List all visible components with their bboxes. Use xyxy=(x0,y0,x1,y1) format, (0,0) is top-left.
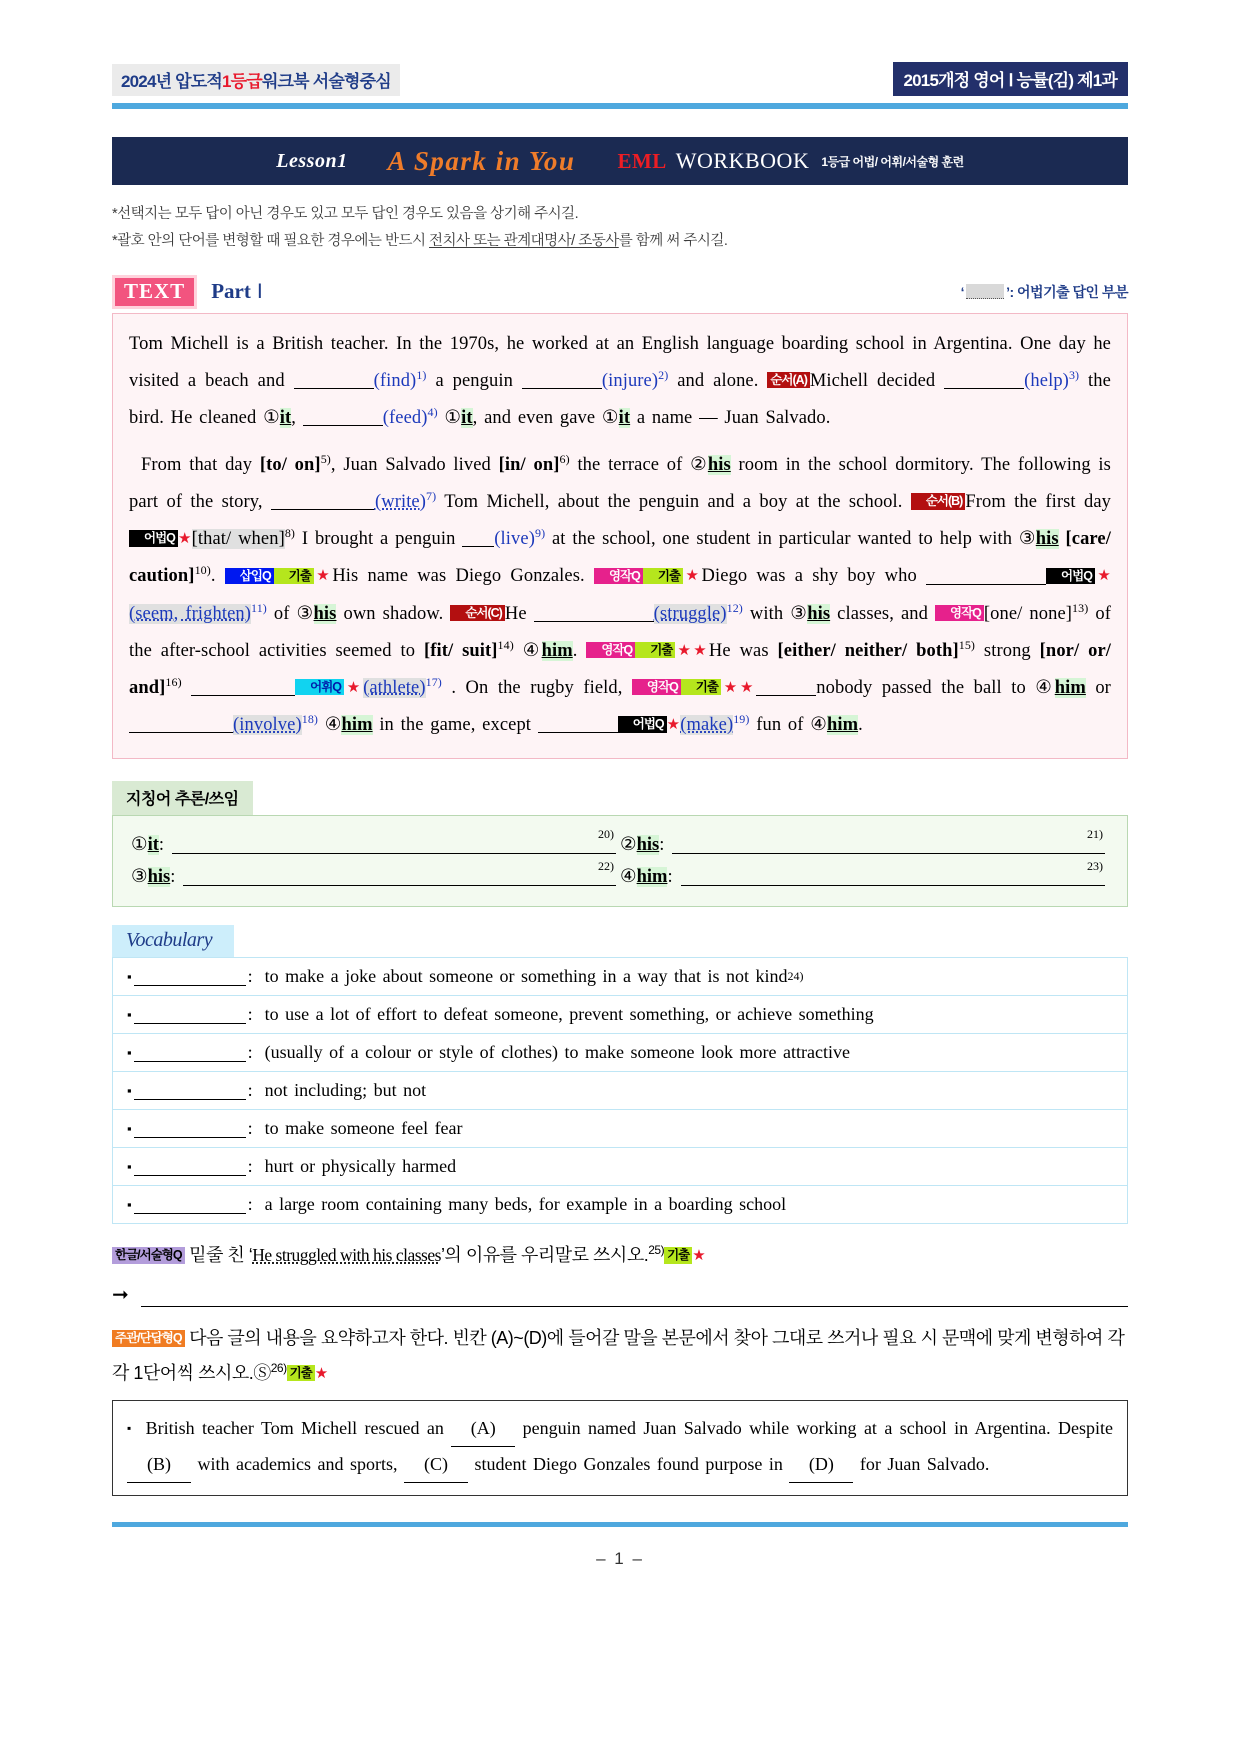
summary-blank-c[interactable]: (C) xyxy=(404,1447,468,1483)
tag-yeongjak-2: 영작Q xyxy=(935,605,984,621)
reference-row xyxy=(620,860,1109,892)
vocabulary-row: ▪ : to make someone feel fear xyxy=(113,1109,1127,1147)
summary-blank-b[interactable]: (B) xyxy=(127,1447,191,1483)
vocabulary-definition: to make a joke about someone or something in a way that is not kind xyxy=(264,966,788,987)
instruction-notes xyxy=(112,201,1128,255)
reference-key: ③his: xyxy=(131,867,176,888)
summary-box: ▪ British teacher Tom Michell rescued an (A) penguin named Juan Salvado while working at a school in Argentina. Despite (B) with academics and sports, (C) student Diego Gonzales found purpose in (D) for Juan Salvado. xyxy=(112,1400,1128,1496)
star-icon-3: ★ xyxy=(683,568,702,585)
vocabulary-definition: to use a lot of effort to defeat someone, prevent something, or achieve something xyxy=(264,1004,874,1025)
star-icon-9: ★ xyxy=(692,1247,706,1265)
reference-section xyxy=(112,781,1128,907)
pronoun-him-2: him xyxy=(1054,678,1086,699)
bullet-icon: ▪ xyxy=(127,1196,132,1212)
tag-gichul-4: 기출 xyxy=(681,679,721,695)
question-25-answer-row xyxy=(112,1282,1128,1307)
reference-row xyxy=(131,828,620,860)
reference-answer-blank[interactable]: 20) xyxy=(172,833,616,854)
vocabulary-table xyxy=(112,957,1128,1224)
bullet-icon: ▪ xyxy=(127,1120,132,1136)
vocabulary-section xyxy=(112,925,1128,1224)
reference-answer-box xyxy=(112,815,1128,907)
tag-gichul-3: 기출 xyxy=(635,642,675,658)
banner-subtitle: 1등급 어법/ 어휘/서술형 훈련 xyxy=(821,154,964,169)
bullet-icon: ▪ xyxy=(127,1006,132,1022)
choice-fit-suit: [fit/ suit] xyxy=(423,640,498,661)
pronoun-his-4: his xyxy=(807,603,831,624)
tag-eohwi: 어휘Q xyxy=(295,679,344,695)
vocabulary-word-blank[interactable] xyxy=(134,1158,246,1176)
question-25-quote: He struggled with his classes xyxy=(252,1245,441,1266)
reference-column-left xyxy=(131,828,620,892)
running-header-right: 2015개정 영어 Ⅰ 능률(김) 제1과 xyxy=(893,62,1129,96)
tag-hangul-seosul: 한글/서술형Q xyxy=(112,1247,185,1263)
blank-who[interactable] xyxy=(926,584,1046,585)
vocabulary-word-blank[interactable] xyxy=(134,968,246,986)
part-header xyxy=(112,275,1128,309)
question-26: 주관/단답형Q 다음 글의 내용을 요약하고자 한다. 빈칸 (A)~(D)에 들어갈 말을 본문에서 찾아 그대로 쓰거나 필요 시 문맥에 맞게 변형하여 각각 1단어씩 쓰시오.Ⓢ$^{26)}$ 기출 ★ xyxy=(112,1328,1125,1383)
pronoun-his-1: his xyxy=(707,455,731,476)
note-line-2: *괄호 안의 단어를 변형할 때 필요한 경우에는 반드시 전치사 또는 관계대명사/ 조동사를 함께 써 주시길. xyxy=(112,232,728,249)
star-icon-10: ★ xyxy=(314,1364,328,1382)
vocabulary-row: ▪ : to make a joke about someone or something in a way that is not kind 24) xyxy=(113,957,1127,995)
reference-answer-blank[interactable]: 21) xyxy=(672,833,1105,854)
reference-key: ①it: xyxy=(131,835,165,856)
choice-that-when: [that/ when] xyxy=(191,529,285,550)
star-icon-1: ★ xyxy=(177,531,192,548)
vocabulary-row: ▪ : (usually of a colour or style of clothes) to make someone look more attractive xyxy=(113,1033,1127,1071)
workbook-label: WORKBOOK xyxy=(675,148,810,173)
passage-paragraph-2: From that day [to/ on]$^{5)}$, Juan Salvado lived [in/ on]$^{6)}$ the terrace of ②his room in the school dormitory. The following is part of the story, (write)$^{7)}$ Tom Michell, about the penguin and a boy at the school. 순서(B) From the first day 어법Q ★[that/ when]$^{8)}$ I brought a penguin (live)$^{9)}$ at the school, one student in particular wanted to help with ③his [care/ caution]$^{10)}$. 삽입Q 기출 ★His name was Diego Gonzales. 영작Q 기출 ★Diego was a shy boy who 어법Q ★ (seem, frighten)$^{11)}$ of ③his own shadow. 순서(C) He (struggle)$^{12)}$ with ③his classes, and 영작Q [one/ none]$^{13)}$ of the after-school activities seemed to [fit/ suit]$^{14)}$ ④him. 영작Q 기출 ★★He was [either/ neither/ both]$^{15)}$ strong [nor/ or/ and]$^{16)}$ 어휘Q ★(athlete)$^{17)}$ . On the rugby field, 영작Q 기출 ★★ nobody passed the ball to ④him or (involve)$^{18)}$ ④him in the game, except 어법Q ★(make)$^{19)}$ fun of ④him. xyxy=(129,451,1112,736)
vocabulary-word-blank[interactable] xyxy=(134,1120,246,1138)
header-divider xyxy=(112,103,1128,109)
blank-injure[interactable] xyxy=(522,388,602,389)
vocabulary-word-blank[interactable] xyxy=(134,1006,246,1024)
bullet-icon: ▪ xyxy=(127,1158,132,1174)
vocabulary-row: ▪ : to use a lot of effort to defeat someone, prevent something, or achieve something xyxy=(113,995,1127,1033)
vocabulary-definition: a large room containing many beds, for example in a boarding school xyxy=(264,1194,787,1215)
tag-gichul-5: 기출 xyxy=(664,1247,692,1263)
reference-section-heading: 지칭어 추론/쓰임 xyxy=(112,781,253,815)
lesson-banner xyxy=(112,137,1128,185)
passage-paragraph-1: Tom Michell is a British teacher. In the 1970s, he worked at an English language boarding school in Argentina. One day he visited a beach and (find)$^{1)}$ a penguin (injure)$^{2)}$ and alone. 순서(A) Michell decided (help)$^{3)}$ the bird. He cleaned ①it, (feed)$^{4)}$ ①it, and even gave ①it a name ― Juan Salvado. xyxy=(129,333,1111,428)
pronoun-it-1: it xyxy=(279,407,292,428)
lesson-number: Lesson1 xyxy=(276,149,348,172)
reference-key: ②his: xyxy=(620,835,665,856)
question-25-answer-blank[interactable] xyxy=(141,1288,1128,1307)
vocabulary-row: ▪ : hurt or physically harmed xyxy=(113,1147,1127,1185)
star-icon-6: ★ xyxy=(344,680,364,697)
bullet-icon: ▪ xyxy=(127,1420,133,1435)
tag-yeongjak-3: 영작Q xyxy=(586,642,635,658)
blank-athlete[interactable] xyxy=(191,695,295,696)
star-icon-8: ★ xyxy=(666,717,681,734)
pronoun-him-3: him xyxy=(341,715,373,736)
page-number: ‒ 1 ‒ xyxy=(596,1549,644,1568)
pronoun-it-2: it xyxy=(461,407,473,428)
tag-yeongjak-1: 영작Q xyxy=(594,568,643,584)
summary-blank-d[interactable]: (D) xyxy=(789,1447,853,1483)
tag-sunseo-b: 순서(B) xyxy=(911,493,966,509)
reference-key: ④him: xyxy=(620,867,673,888)
legend: ‘ ’: 어법기출 답인 부분 xyxy=(960,283,1128,300)
vocabulary-word-blank[interactable] xyxy=(134,1044,246,1062)
bullet-icon: ▪ xyxy=(127,968,132,984)
tag-sunseo-c: 순서(C) xyxy=(450,605,505,621)
tag-eobeop-1: 어법Q xyxy=(129,530,178,546)
blank-live[interactable] xyxy=(462,546,494,547)
blank-write[interactable] xyxy=(271,509,375,510)
footer-divider xyxy=(112,1522,1128,1527)
vocabulary-definition: to make someone feel fear xyxy=(264,1118,463,1139)
tag-sunseo-a: 순서(A) xyxy=(767,372,810,388)
tag-jugwan-dandap: 주관/단답형Q xyxy=(112,1330,185,1346)
star-icon-5: ★★ xyxy=(675,642,709,659)
page-title: Part Ⅰ xyxy=(211,279,263,304)
bullet-icon: ▪ xyxy=(127,1082,132,1098)
tag-gichul-2: 기출 xyxy=(643,568,683,584)
vocabulary-definition: (usually of a colour or style of clothes) to make someone look more attractive xyxy=(264,1042,850,1063)
choice-nor-or-and: [nor/ or/ and] xyxy=(129,640,1112,699)
blank-struggle[interactable] xyxy=(534,621,654,622)
reference-row xyxy=(620,828,1109,860)
vocabulary-word-blank[interactable] xyxy=(134,1082,246,1100)
reference-column-right xyxy=(620,828,1109,892)
tag-sabip: 삽입Q xyxy=(225,568,274,584)
running-header-left: 2024년 압도적1등급워크북 서술형중심 xyxy=(112,64,400,96)
reference-grid xyxy=(131,828,1109,892)
text-tag: TEXT xyxy=(112,275,197,309)
reference-answer-blank[interactable]: 22) xyxy=(183,865,616,886)
note-line-1: *선택지는 모두 답이 아닌 경우도 있고 모두 답인 경우도 있음을 상기해 주시길. xyxy=(112,206,579,222)
tag-gichul-6: 기출 xyxy=(287,1365,315,1381)
tag-eobeop-3: 어법Q xyxy=(618,716,667,732)
star-icon-2: ★ xyxy=(313,568,333,585)
blank-nobody[interactable] xyxy=(756,695,816,696)
tag-yeongjak-4: 영작Q xyxy=(632,679,681,695)
summary-blank-a[interactable]: (A) xyxy=(451,1411,515,1447)
pronoun-his-2: his xyxy=(1035,529,1059,550)
arrow-icon: ➞ xyxy=(112,1284,129,1307)
vocabulary-heading: Vocabulary xyxy=(112,925,234,957)
blank-involve[interactable] xyxy=(129,732,233,733)
tag-eobeop-2: 어법Q xyxy=(1046,568,1095,584)
blank-help[interactable] xyxy=(944,388,1024,389)
vocabulary-definition: hurt or physically harmed xyxy=(264,1156,457,1177)
reference-row xyxy=(131,860,620,892)
passage-box xyxy=(112,313,1128,760)
legend-swatch xyxy=(966,284,1004,299)
blank-make[interactable] xyxy=(538,732,618,733)
blank-feed[interactable] xyxy=(303,425,383,426)
vocabulary-word-blank[interactable] xyxy=(134,1196,246,1214)
vocabulary-definition: not including; but not xyxy=(264,1080,427,1101)
choice-care-caution: [care/ caution] xyxy=(129,529,1111,587)
eml-logo: EML xyxy=(617,148,667,173)
bullet-icon: ▪ xyxy=(127,1044,132,1060)
vocabulary-row: ▪ : not including; but not xyxy=(113,1071,1127,1109)
star-icon-7: ★★ xyxy=(720,680,757,697)
pronoun-his-3: his xyxy=(313,603,337,624)
tag-gichul-1: 기출 xyxy=(274,568,314,584)
star-icon-4: ★ xyxy=(1094,568,1111,585)
choice-in-on: [in/ on] xyxy=(498,455,560,476)
running-header xyxy=(112,0,1128,96)
pronoun-him-1: him xyxy=(541,640,573,661)
blank-find[interactable] xyxy=(294,388,374,389)
reference-answer-blank[interactable]: 23) xyxy=(681,865,1105,886)
pronoun-it-3: it xyxy=(618,407,631,428)
lesson-title: A Spark in You xyxy=(387,145,576,176)
question-25: 한글/서술형Q 밑줄 친 ‘He struggled with his classes’의 이유를 우리말로 쓰시오.$^{25)}$ 기출 ★ xyxy=(112,1238,1128,1272)
choice-either-neither-both: [either/ neither/ both] xyxy=(777,640,959,661)
pronoun-him-4: him xyxy=(826,715,859,736)
vocabulary-row: ▪ : a large room containing many beds, for example in a boarding school xyxy=(113,1185,1127,1223)
choice-to-on: [to/ on] xyxy=(259,455,321,476)
choice-one-none: [one/ none] xyxy=(983,603,1073,624)
